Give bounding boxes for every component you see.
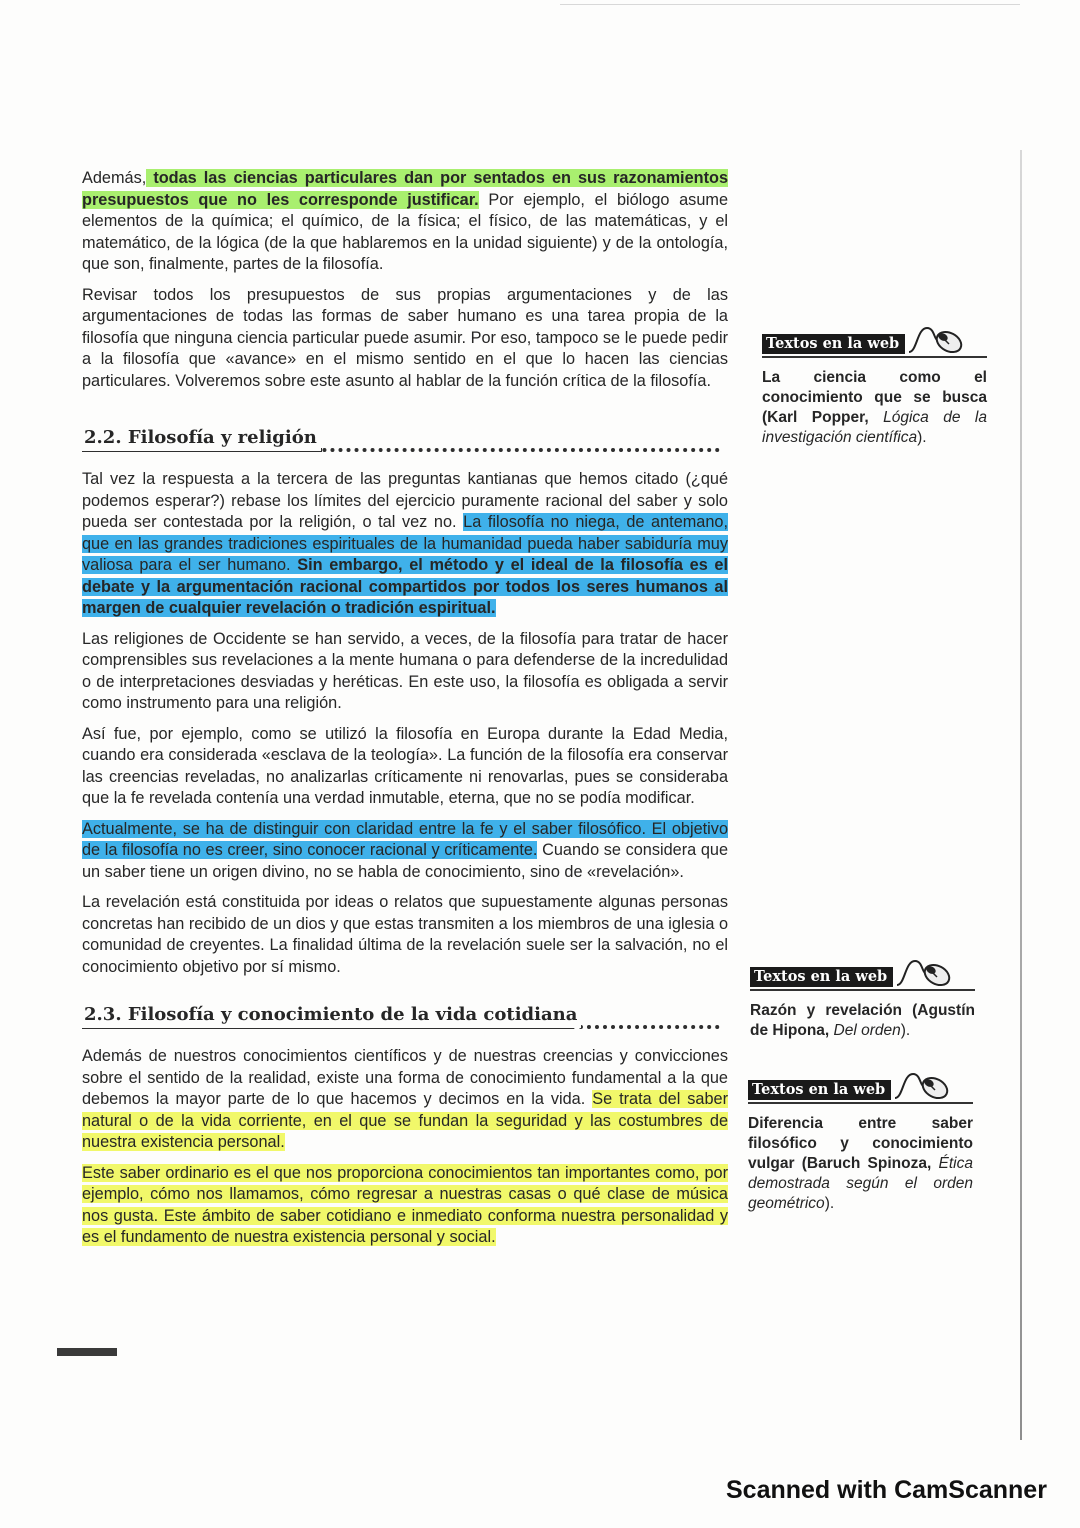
- sidebar-text: [762, 368, 987, 448]
- section-title: 2.2. Filosofía y religión: [82, 425, 321, 451]
- sidebar-text-main: Razón y revelación (Agustín de Hipona,: [750, 1002, 975, 1039]
- sidebar-text: [750, 1001, 975, 1041]
- paragraph-religiones-occidente: Las religiones de Occidente se han servido, a veces, de la filosofía para tratar de hacer comprensibles sus revelaciones a la mente humana o para defenderse de la incredulidad o de interpretaciones desviadas y heréticas. En este uso, la filosofía es obligada a servir como instrumento para una religión.: [82, 629, 728, 712]
- sidebar-box-header: [748, 1068, 973, 1104]
- camscanner-watermark: Scanned with CamScanner: [726, 1476, 1047, 1504]
- sidebar-book-title: Lógica de la investigación científica: [762, 409, 987, 446]
- computer-mouse-icon: [907, 322, 965, 356]
- paragraph-presupuestos: [82, 168, 728, 276]
- page-top-edge-line: [560, 4, 1020, 5]
- sidebar-text-main: La ciencia como el conocimiento que se busca (Karl Popper,: [762, 369, 987, 426]
- paragraph-edad-media: Así fue, por ejemplo, como se utilizó la filosofía en Europa durante la Edad Media, cuando era considerada «esclava de la teología». La función de la filosofía era conservar las creencias reveladas, no analizarlas críticamente ni renovarlas, pues se consideraba que la fe revelada contenía una verdad inmutable, eterna, que no se podía modificar.: [82, 724, 728, 807]
- sidebar-text: [748, 1114, 973, 1214]
- sidebar-book-title: Ética demostrada según el orden geométrico: [748, 1155, 973, 1212]
- section-heading-filosofia-religion: [82, 425, 728, 455]
- paragraph-preguntas-kantianas: [82, 469, 728, 620]
- text-plain: Además,: [82, 169, 147, 187]
- page-number-bar: [57, 1348, 117, 1356]
- sidebar-text-end: ).: [824, 1195, 835, 1212]
- paragraph-revisar-presupuestos: Revisar todos los presupuestos de sus propias argumentaciones y de las argumentaciones de todas las formas de saber humano es una tarea propia de la filosofía que ninguna ciencia particular puede asumir. Por eso, tampoco se le puede pedir a la filosofía que «avance» en el mismo sentido en el que lo hacen las ciencias particulares. Volveremos sobre este asunto al hablar de la función crítica de la filosofía.: [82, 285, 728, 390]
- sidebar-book-title: Del orden: [833, 1022, 901, 1039]
- highlight-blue-bold-text: Sin embargo, el método y el ideal de la filosofía es el debate y la argumentación racional compartidos por todos los seres humanos al margen de cualquier revelación o tradición espiritual.: [82, 556, 728, 617]
- computer-mouse-icon: [895, 955, 953, 989]
- section-heading-vida-cotidiana: [82, 1002, 728, 1032]
- section-title: 2.3. Filosofía y conocimiento de la vida cotidiana: [82, 1002, 581, 1028]
- text-plain: Por ejemplo, el biólogo asume elementos de la química; el químico, de la física; el físico, de las matemáticas, y el matemático, de la lógica (de la que hablaremos en la unidad siguiente) y de la ontología, que son, finalmente, partes de la filosofía.: [82, 190, 728, 273]
- main-text-column: [82, 168, 728, 1249]
- text-plain: Tal vez la respuesta a la tercera de las preguntas kantianas que hemos citado (¿qué podemos esperar?) rebase los límites del ejercicio puramente racional del saber y solo pueda ser contestada por la religión, o tal vez no.: [82, 470, 728, 531]
- sidebar-label: Textos en la web: [762, 334, 905, 354]
- highlight-yellow-text: Se trata del saber natural o de la vida corriente, en el que se fundan la seguridad y las costumbres de nuestra existencia personal.: [82, 1090, 728, 1151]
- paragraph-conocimiento-fundamental: [82, 1046, 728, 1154]
- highlight-yellow-text: Este saber ordinario es el que nos proporciona conocimientos tan importantes como, por ejemplo, cómo nos llamamos, cómo regresar a nuestras casas o qué clase de música nos gusta. Este ámbito de saber cotidiano e inmediato conforma nuestra personalidad y es el fundamento de nuestra existencia personal y social.: [82, 1163, 728, 1246]
- sidebar-label: Textos en la web: [750, 967, 893, 987]
- sidebar-label: Textos en la web: [748, 1080, 891, 1100]
- highlight-green-text: todas las ciencias particulares dan por sentados en sus razonamientos presupuestos que no les corresponde justificar.: [82, 169, 728, 209]
- sidebar-text-end: ).: [917, 429, 927, 446]
- page-right-edge-shadow: [1020, 150, 1022, 1440]
- paragraph-fe-saber: [82, 819, 728, 884]
- sidebar-text-main: Diferencia entre saber filosófico y conocimiento vulgar (Baruch Spinoza,: [748, 1115, 973, 1172]
- highlight-blue-text: La filosofía no niega, de antemano, que en las grandes tradiciones espirituales de la humanidad pueda haber sabiduría muy valiosa para el ser humano.: [82, 513, 728, 574]
- paragraph-saber-ordinario: [82, 1163, 728, 1249]
- sidebar-box-agustin: [750, 955, 975, 1041]
- sidebar-box-spinoza: [748, 1068, 973, 1214]
- computer-mouse-icon: [893, 1068, 951, 1102]
- paragraph-revelacion: La revelación está constituida por ideas o relatos que supuestamente algunas personas concretas han recibido de un dios y que estas transmiten a los miembros de una iglesia o comunidad de creyentes. La finalidad última de la revelación suele ser la salvación, no el conocimiento objetivo por sí mismo.: [82, 893, 728, 976]
- text-plain: Cuando se considera que un saber tiene un origen divino, no se habla de conocimiento, sino de «revelación».: [82, 841, 728, 881]
- text-plain: Además de nuestros conocimientos científicos y de nuestras creencias y convicciones sobre el sentido de la realidad, existe una forma de conocimiento fundamental a la que debemos la mayor parte de lo que hacemos y decimos en la vida.: [82, 1047, 728, 1108]
- sidebar-text-end: ).: [900, 1022, 911, 1039]
- sidebar-box-header: [762, 322, 987, 358]
- sidebar-box-header: [750, 955, 975, 991]
- highlight-blue-text: Actualmente, se ha de distinguir con claridad entre la fe y el saber filosófico. El objetivo de la filosofía no es creer, sino conocer racional y críticamente.: [82, 819, 728, 859]
- sidebar-box-popper: [762, 322, 987, 448]
